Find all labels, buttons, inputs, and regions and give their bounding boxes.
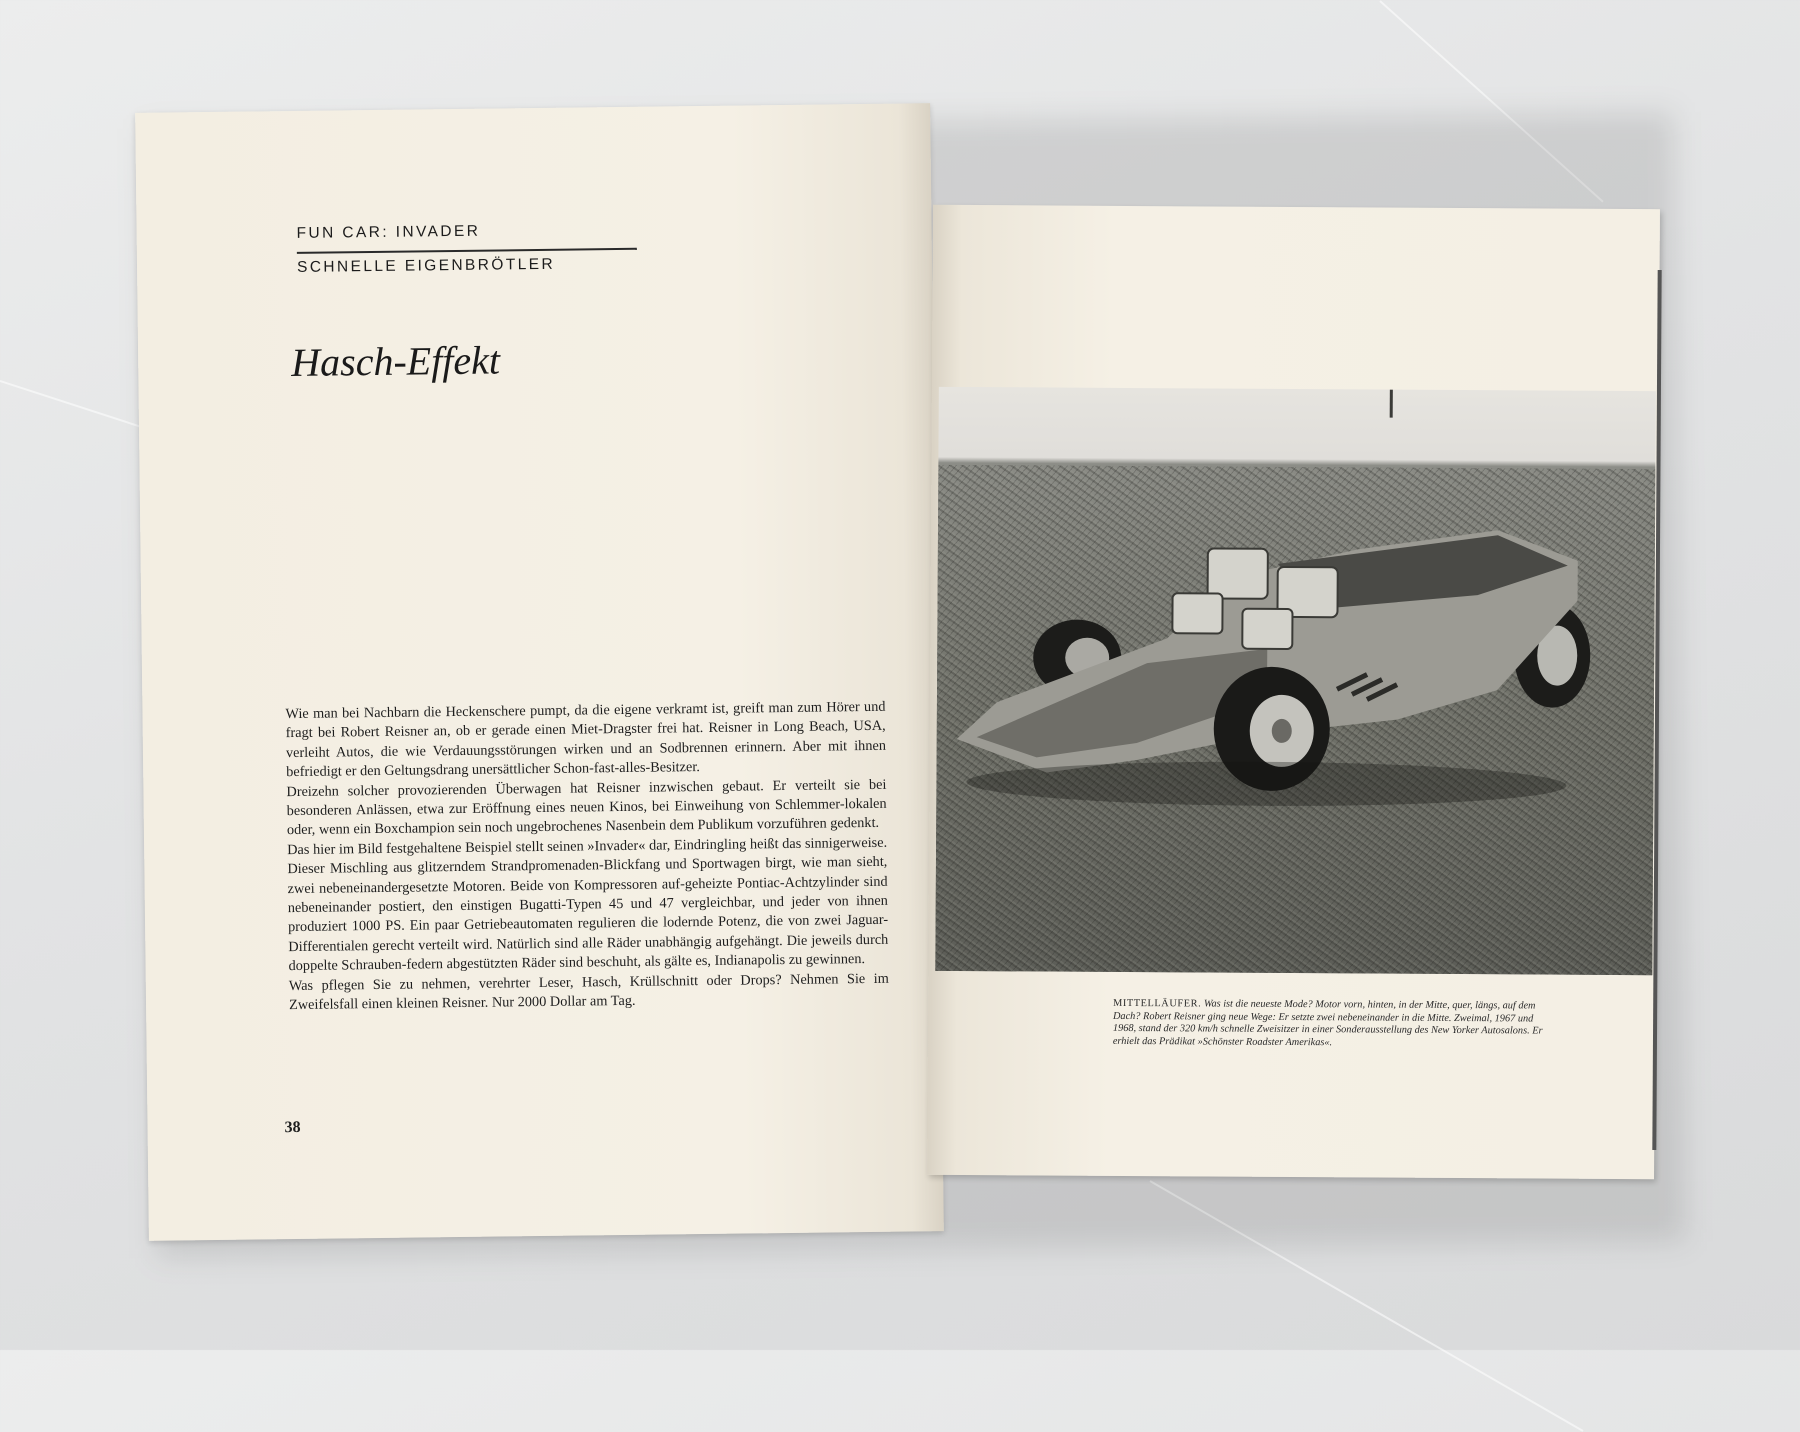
front-hub bbox=[1272, 719, 1292, 743]
article-body bbox=[285, 698, 889, 1016]
article-headline: Hasch-Effekt bbox=[290, 337, 501, 386]
caption-text: Was ist die neueste Mode? Motor vorn, hinten, in der Mitte, quer, längs, auf dem Dach? Robert Reisner ging neue Wege: Er setzte zwei nebeneinander in die Mitte. Zweimal, 1967 und 1968, stand der 320 km/h schnelle Zweisitzer in einer Sonderausstellung des New Yorker Autosalons. Er erhielt das Prädikat »Schönster Roadster Amerikas«. bbox=[1112, 998, 1543, 1049]
left-page bbox=[135, 103, 944, 1241]
car-illustration bbox=[935, 387, 1656, 975]
car-photo bbox=[935, 387, 1656, 975]
right-page bbox=[927, 205, 1660, 1179]
article-paragraph: Wie man bei Nachbarn die Heckenschere pumpt, da die eigene verkramt ist, greift man zum Hörer und fragt bei Robert Reisner an, ob er gerade einen Miet-Dragster frei hat. Reisner in Long Beach, USA, verleiht Autos, die wie Verdauungsstörungen wirken und an Sodbrennen erinnern. Aber mit ihnen befriedigt er den Geltungsdrang unersättlicher Schon-fast-alles-Besitzer. bbox=[285, 698, 887, 781]
section-label-rule bbox=[297, 248, 637, 254]
section-label-subtitle: SCHNELLE EIGENBRÖTLER bbox=[296, 255, 556, 276]
article-paragraph: Was pflegen Sie zu nehmen, verehrter Leser, Hasch, Krüllschnitt oder Drops? Nehmen Sie im Zweifelsfall einen kleinen Reisner. Nur 2000 Dollar am Tag. bbox=[288, 970, 889, 1014]
page-number: 38 bbox=[284, 1118, 301, 1137]
caption-lead: MITTELLÄUFER. bbox=[1113, 997, 1202, 1010]
article-paragraph: Das hier im Bild festgehaltene Beispiel stellt seinen »Invader« dar, Eindringling heißt das sinnigerweise. Dieser Mischling aus glitzerndem Strandpromenaden-Blickfang und Sportwagen birgt, wie man sieht, zwei nebeneinandergesetzte Motoren. Beide von Kompressoren auf-geheizte Pontiac-Achtzylinder sind nebeneinander postiert, den einstigen Bugatti-Typen 45 und 47 vergleichbar, und jeder von ihnen produziert 1000 PS. Ein paar Getriebeautomaten regulieren die lodernde Potenz, die von zwei Jaguar-Differentialen gerecht verteilt wird. Natürlich sind alle Räder unabhängig aufgehängt. Die jeweils durch doppelte Schrauben-federn abgestützten Räder sind beschuht, als gälte es, Indianapolis zu gewinnen. bbox=[287, 834, 889, 975]
car-shadow bbox=[966, 760, 1566, 808]
article-paragraph: Dreizehn solcher provozierenden Überwagen hat Reisner inzwischen gebaut. Er verteilt sie bei besonderen Anlässen, etwa zur Eröffnung eines neuen Kinos, bei Einweihung von Schlemmer-lokalen oder, wenn ein Boxchampion sein noch ungebrochenes Nasenbein dem Publikum vorzuführen gedenkt. bbox=[286, 776, 887, 839]
photo-caption bbox=[1113, 998, 1553, 1051]
section-label-title: FUN CAR: INVADER bbox=[296, 222, 481, 242]
